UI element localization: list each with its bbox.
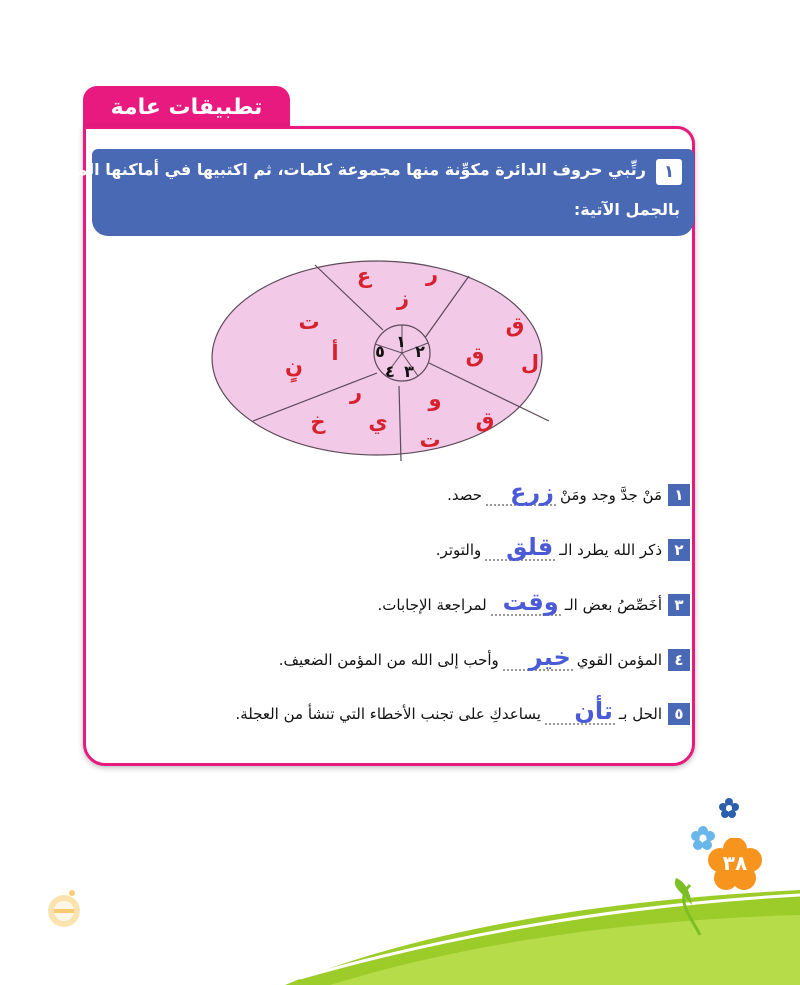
circle-letter: ت — [419, 428, 441, 452]
answer-blank[interactable] — [485, 533, 555, 561]
circle-letter: أ — [331, 341, 339, 365]
page-number-flower — [708, 838, 762, 892]
sentence-number: ٥ — [668, 703, 690, 725]
answer-text: تأن — [574, 697, 613, 725]
circle-letter: ق — [475, 408, 495, 432]
letter-circle — [205, 256, 555, 466]
sentence-text-after: لمراجعة الإجابات. — [377, 596, 487, 614]
sentence-1 — [447, 478, 690, 512]
publisher-logo-icon — [42, 885, 86, 931]
center-number-2: ٢ — [415, 342, 425, 361]
center-number-3: ٣ — [404, 362, 414, 381]
instruction-box — [32, 149, 694, 236]
answer-blank[interactable] — [486, 478, 556, 506]
small-flower-icon — [718, 797, 740, 819]
instruction-line-2: بالجمل الآتية: — [573, 200, 680, 219]
sentence-2 — [436, 533, 690, 567]
green-hill-decoration — [0, 860, 800, 985]
circle-letter: ر — [349, 380, 363, 404]
circle-letter: ع — [356, 264, 372, 288]
question-number: ١ — [656, 159, 682, 185]
center-number-1: ١ — [396, 332, 406, 351]
answer-text: خير — [528, 643, 571, 671]
sentence-number: ١ — [668, 484, 690, 506]
answer-blank[interactable] — [545, 697, 615, 725]
section-tab: تطبيقات عامة — [83, 86, 290, 128]
answer-blank[interactable] — [491, 588, 561, 616]
sentence-number: ٢ — [668, 539, 690, 561]
circle-letter: ي — [368, 410, 388, 434]
sentence-4 — [279, 643, 690, 677]
instruction-line-1: رتِّبي حروف الدائرة مكوِّنة منها مجموعة كلمات، ثم اكتبيها في أماكنها المناسبة — [32, 160, 646, 179]
page-number: ٣٨ — [722, 851, 748, 875]
sentence-3 — [378, 588, 691, 622]
circle-letter: ز — [396, 286, 410, 310]
circle-letter: ر — [425, 262, 439, 286]
sentence-text-after: يساعدكِ على تجنب الأخطاء التي تنشأ من العجلة. — [235, 705, 541, 723]
answer-text: وقت — [502, 588, 559, 616]
circle-letter: ت — [298, 310, 320, 334]
sentence-text-after: وأحب إلى الله من المؤمن الضعيف. — [278, 651, 499, 669]
sentence-text-before: الحل بـ — [618, 705, 662, 723]
sentence-text-after: والتوتر. — [435, 541, 482, 559]
circle-letter: و — [428, 387, 442, 411]
sentence-number: ٣ — [668, 594, 690, 616]
sentence-text-after: حصد. — [447, 486, 482, 504]
center-number-5: ٥ — [375, 342, 385, 361]
sentence-text-before: مَنْ جدَّ وجد ومَنْ — [560, 486, 662, 504]
answer-text: قلق — [506, 533, 554, 561]
answer-text: زرع — [509, 478, 554, 506]
answer-blank[interactable] — [503, 643, 573, 671]
circle-letter: نٍ — [285, 354, 303, 378]
circle-letter: ق — [465, 343, 485, 367]
circle-letter: ق — [505, 313, 525, 337]
sentence-text-before: أخَصِّصُ بعض الـ — [564, 596, 662, 614]
center-number-4: ٤ — [385, 362, 395, 381]
sentence-text-before: ذكر الله يطرد الـ — [559, 541, 662, 559]
sentence-number: ٤ — [668, 649, 690, 671]
sentence-text-before: المؤمن القوي — [576, 651, 662, 669]
sentence-5 — [235, 697, 690, 731]
circle-letter: خ — [310, 410, 326, 434]
circle-letter: ل — [520, 351, 540, 375]
